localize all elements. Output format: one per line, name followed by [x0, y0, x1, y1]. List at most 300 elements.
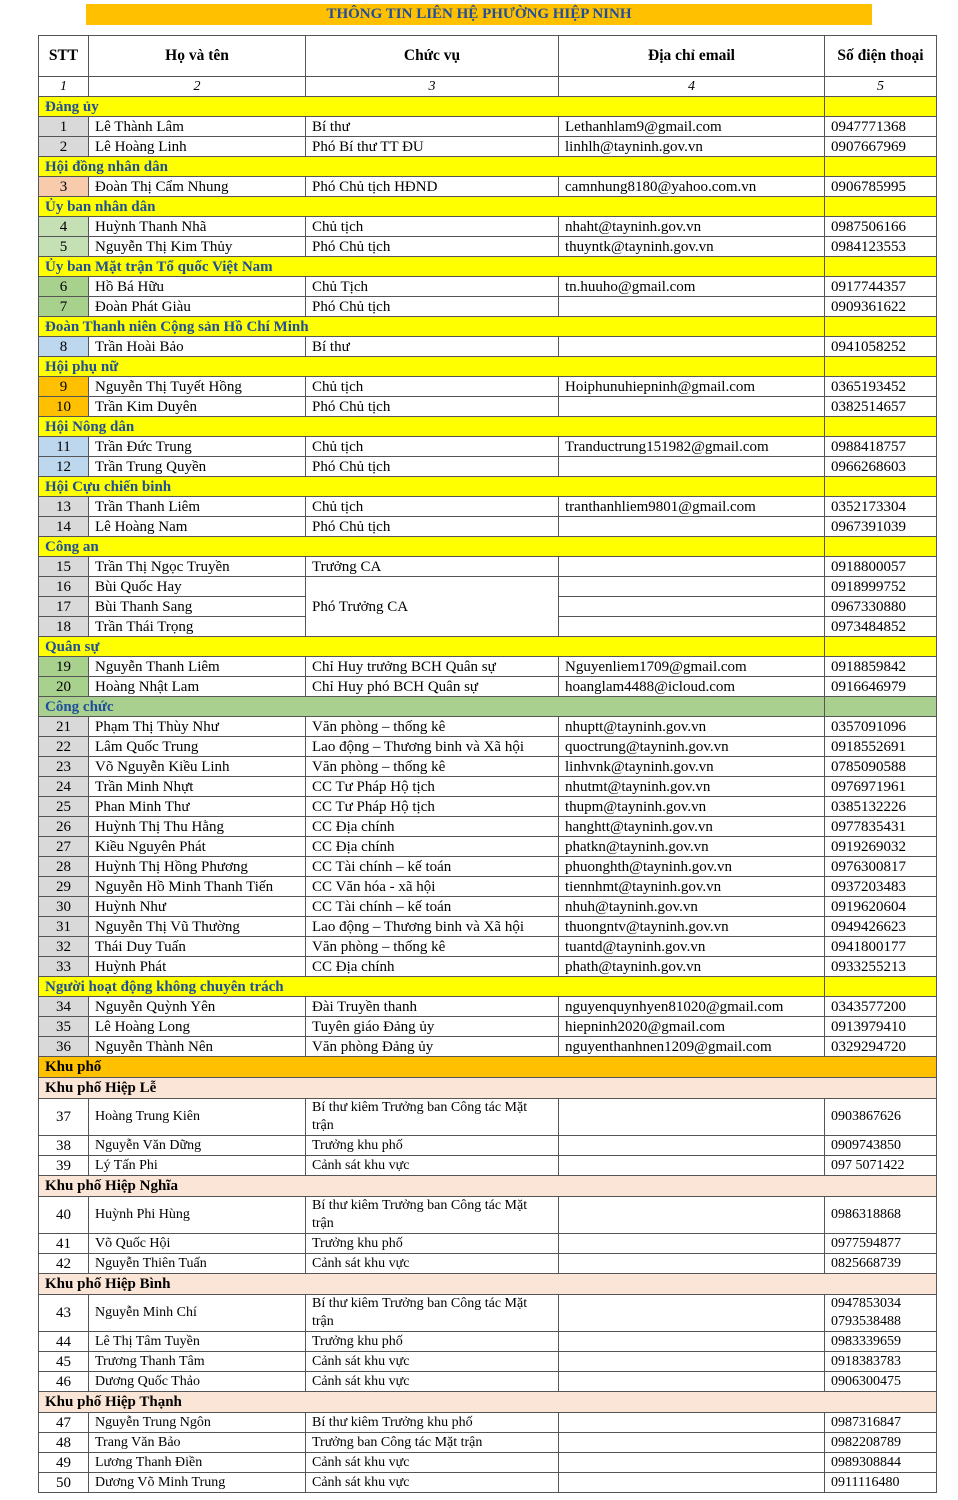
row-phone[interactable]: 0918999752 [825, 577, 937, 597]
table-row [39, 117, 937, 137]
table-row [39, 877, 937, 897]
row-stt: 11 [39, 437, 89, 457]
row-email[interactable]: thupm@tayninh.gov.vn [559, 797, 825, 817]
table-row [39, 297, 937, 317]
row-phone[interactable]: 0966268603 [825, 457, 937, 477]
row-name: Huỳnh Phát [89, 957, 306, 977]
row-stt: 25 [39, 797, 89, 817]
row-stt: 3 [39, 177, 89, 197]
table-row [39, 1372, 937, 1392]
section-spacer [825, 417, 937, 437]
row-name: Trần Đức Trung [89, 437, 306, 457]
khupho-name: Khu phố Hiệp Nghĩa [39, 1176, 937, 1197]
row-phone[interactable]: 0976300817 [825, 857, 937, 877]
section-header-row [39, 317, 937, 337]
row-stt: 1 [39, 117, 89, 137]
row-role: Trưởng ban Công tác Mặt trận [306, 1433, 559, 1453]
row-stt: 10 [39, 397, 89, 417]
row-stt: 29 [39, 877, 89, 897]
row-email[interactable]: tuantd@tayninh.gov.vn [559, 937, 825, 957]
row-name: Bùi Thanh Sang [89, 597, 306, 617]
phone-primary[interactable]: 0947853034 [831, 1296, 901, 1311]
row-phone[interactable]: 0357091096 [825, 717, 937, 737]
row-role: CC Tư Pháp Hộ tịch [306, 777, 559, 797]
header-email: Địa chỉ email [559, 36, 825, 77]
row-email[interactable]: Hoiphunuhiepninh@gmail.com [559, 377, 825, 397]
row-name: Huỳnh Thị Hồng Phương [89, 857, 306, 877]
section-header-row [39, 97, 937, 117]
row-phone[interactable]: 0937203483 [825, 877, 937, 897]
row-stt: 49 [39, 1453, 89, 1473]
table-row [39, 457, 937, 477]
row-stt: 31 [39, 917, 89, 937]
row-stt: 47 [39, 1413, 89, 1433]
khupho-name: Khu phố Hiệp Lễ [39, 1078, 937, 1099]
row-stt: 6 [39, 277, 89, 297]
row-phone[interactable]: 0983339659 [825, 1332, 937, 1352]
row-email[interactable] [559, 517, 825, 537]
row-phone[interactable]: 0785090588 [825, 757, 937, 777]
row-phone[interactable]: 0352173304 [825, 497, 937, 517]
khupho-name: Khu phố Hiệp Thạnh [39, 1392, 937, 1413]
row-email[interactable]: Nguyenliem1709@gmail.com [559, 657, 825, 677]
row-name: Huỳnh Thị Thu Hằng [89, 817, 306, 837]
row-stt: 38 [39, 1136, 89, 1156]
row-role: Cảnh sát khu vực [306, 1352, 559, 1372]
row-email[interactable]: phath@tayninh.gov.vn [559, 957, 825, 977]
row-email[interactable] [559, 1254, 825, 1274]
row-phone[interactable]: 0329294720 [825, 1037, 937, 1057]
row-stt: 40 [39, 1197, 89, 1234]
table-row [39, 1197, 937, 1234]
row-phone[interactable]: 0906300475 [825, 1372, 937, 1392]
row-name: Huỳnh Thanh Nhã [89, 217, 306, 237]
section-title: Hội phụ nữ [39, 357, 825, 377]
row-stt: 19 [39, 657, 89, 677]
section-spacer [825, 257, 937, 277]
table-row [39, 277, 937, 297]
table-row [39, 657, 937, 677]
row-stt: 50 [39, 1473, 89, 1493]
row-role: CC Tư Pháp Hộ tịch [306, 797, 559, 817]
row-role: Văn phòng – thống kê [306, 717, 559, 737]
row-name: Trần Thanh Liêm [89, 497, 306, 517]
section-spacer [825, 697, 937, 717]
khupho-title: Khu phố [39, 1057, 937, 1078]
row-role: Bí thư kiêm Trưởng ban Công tác Mặt trận [306, 1099, 559, 1136]
row-role: Phó Chủ tịch [306, 297, 559, 317]
row-stt: 16 [39, 577, 89, 597]
row-phone[interactable]: 0918552691 [825, 737, 937, 757]
row-email[interactable] [559, 1197, 825, 1234]
row-phone[interactable]: 0933255213 [825, 957, 937, 977]
contact-table [38, 35, 937, 1493]
row-name: Lâm Quốc Trung [89, 737, 306, 757]
row-email[interactable] [559, 1352, 825, 1372]
row-phone[interactable]: 0916646979 [825, 677, 937, 697]
phone-secondary[interactable]: 0793538488 [831, 1314, 901, 1329]
row-email[interactable]: tranthanhliem9801@gmail.com [559, 497, 825, 517]
section-title: Hội đồng nhân dân [39, 157, 825, 177]
table-row [39, 857, 937, 877]
row-email[interactable] [559, 297, 825, 317]
table-row [39, 737, 937, 757]
row-email[interactable] [559, 1372, 825, 1392]
row-stt: 12 [39, 457, 89, 477]
row-phone[interactable]: 0919620604 [825, 897, 937, 917]
row-stt: 30 [39, 897, 89, 917]
table-row [39, 777, 937, 797]
row-stt: 44 [39, 1332, 89, 1352]
row-phone[interactable]: 0825668739 [825, 1254, 937, 1274]
row-role: Bí thư [306, 337, 559, 357]
row-phone[interactable]: 0988418757 [825, 437, 937, 457]
row-stt: 35 [39, 1017, 89, 1037]
row-phone[interactable]: 0365193452 [825, 377, 937, 397]
row-role: Chủ Tịch [306, 277, 559, 297]
row-role: Tuyên giáo Đảng ủy [306, 1017, 559, 1037]
row-email[interactable]: thuyntk@tayninh.gov.vn [559, 237, 825, 257]
table-row [39, 677, 937, 697]
row-phone[interactable]: 0973484852 [825, 617, 937, 637]
khupho-subheader-row [39, 1392, 937, 1413]
row-name: Nguyễn Thiên Tuấn [89, 1254, 306, 1274]
section-title: Công chức [39, 697, 825, 717]
row-stt: 26 [39, 817, 89, 837]
row-name: Lê Hoàng Long [89, 1017, 306, 1037]
row-phone[interactable]: 0907667969 [825, 137, 937, 157]
row-role: Phó Chủ tịch [306, 397, 559, 417]
section-spacer [825, 977, 937, 997]
row-email[interactable]: quoctrung@tayninh.gov.vn [559, 737, 825, 757]
table-row [39, 997, 937, 1017]
table-row [39, 1099, 937, 1136]
column-number-row [39, 77, 937, 97]
table-row [39, 1156, 937, 1176]
row-role: Văn phòng – thống kê [306, 757, 559, 777]
row-phone[interactable]: 0382514657 [825, 397, 937, 417]
column-number: 1 [39, 77, 89, 97]
row-email[interactable]: nguyenquynhyen81020@gmail.com [559, 997, 825, 1017]
header-role: Chức vụ [306, 36, 559, 77]
row-role: Bí thư kiêm Trưởng ban Công tác Mặt trận [306, 1295, 559, 1332]
row-email[interactable]: hiepninh2020@gmail.com [559, 1017, 825, 1037]
header-name: Họ và tên [89, 36, 306, 77]
row-phone[interactable]: 0918859842 [825, 657, 937, 677]
row-name: Lê Hoàng Nam [89, 517, 306, 537]
row-stt: 2 [39, 137, 89, 157]
row-name: Trương Thanh Tâm [89, 1352, 306, 1372]
table-row [39, 377, 937, 397]
table-row [39, 337, 937, 357]
table-row [39, 1037, 937, 1057]
row-email[interactable]: nguyenthanhnen1209@gmail.com [559, 1037, 825, 1057]
row-email[interactable]: hoanglam4488@icloud.com [559, 677, 825, 697]
row-email[interactable] [559, 1433, 825, 1453]
row-email[interactable] [559, 1099, 825, 1136]
row-name: Nguyễn Minh Chí [89, 1295, 306, 1332]
row-email[interactable]: tn.huuho@gmail.com [559, 277, 825, 297]
row-role: Cảnh sát khu vực [306, 1372, 559, 1392]
row-name: Võ Quốc Hội [89, 1234, 306, 1254]
row-stt: 32 [39, 937, 89, 957]
row-phone[interactable] [825, 1295, 937, 1332]
row-phone[interactable]: 0977835431 [825, 817, 937, 837]
row-phone[interactable]: 0989308844 [825, 1453, 937, 1473]
row-email[interactable] [559, 617, 825, 637]
row-stt: 20 [39, 677, 89, 697]
row-stt: 39 [39, 1156, 89, 1176]
row-stt: 34 [39, 997, 89, 1017]
row-email[interactable] [559, 397, 825, 417]
row-email[interactable]: Lethanhlam9@gmail.com [559, 117, 825, 137]
table-row [39, 757, 937, 777]
row-phone[interactable]: 0967391039 [825, 517, 937, 537]
row-name: Lê Thành Lâm [89, 117, 306, 137]
row-name: Phan Minh Thư [89, 797, 306, 817]
row-email[interactable] [559, 337, 825, 357]
row-email[interactable]: thuongntv@tayninh.gov.vn [559, 917, 825, 937]
row-email[interactable]: linhlh@tayninh.gov.vn [559, 137, 825, 157]
table-row [39, 1473, 937, 1493]
row-role: Lao động – Thương binh và Xã hội [306, 737, 559, 757]
row-name: Trần Thị Ngọc Truyền [89, 557, 306, 577]
section-spacer [825, 157, 937, 177]
row-role: Văn phòng Đảng ủy [306, 1037, 559, 1057]
row-email[interactable]: hanghtt@tayninh.gov.vn [559, 817, 825, 837]
row-phone[interactable]: 0911116480 [825, 1473, 937, 1493]
header-stt: STT [39, 36, 89, 77]
row-email[interactable]: Tranductrung151982@gmail.com [559, 437, 825, 457]
row-phone[interactable]: 0967330880 [825, 597, 937, 617]
row-email[interactable] [559, 577, 825, 597]
row-email[interactable]: nhaht@tayninh.gov.vn [559, 217, 825, 237]
row-stt: 48 [39, 1433, 89, 1453]
row-phone[interactable]: 0977594877 [825, 1234, 937, 1254]
row-stt: 15 [39, 557, 89, 577]
table-row [39, 1254, 937, 1274]
row-email[interactable] [559, 1136, 825, 1156]
row-phone[interactable]: 0919269032 [825, 837, 937, 857]
table-row [39, 1295, 937, 1332]
row-name: Huỳnh Như [89, 897, 306, 917]
row-phone[interactable]: 0986318868 [825, 1197, 937, 1234]
row-role: Chỉ Huy trưởng BCH Quân sự [306, 657, 559, 677]
row-name: Nguyễn Thanh Liêm [89, 657, 306, 677]
row-role: Trưởng khu phố [306, 1234, 559, 1254]
table-row [39, 237, 937, 257]
row-email[interactable] [559, 557, 825, 577]
section-header-row [39, 537, 937, 557]
row-role: Lao động – Thương binh và Xã hội [306, 917, 559, 937]
row-name: Lê Hoàng Linh [89, 137, 306, 157]
table-row [39, 177, 937, 197]
khupho-subheader-row [39, 1274, 937, 1295]
row-email[interactable]: nhutmt@tayninh.gov.vn [559, 777, 825, 797]
row-phone[interactable]: 0987506166 [825, 217, 937, 237]
section-header-row [39, 257, 937, 277]
column-number: 3 [306, 77, 559, 97]
section-spacer [825, 537, 937, 557]
table-row [39, 1332, 937, 1352]
row-role: Trưởng CA [306, 557, 559, 577]
row-phone[interactable]: 0343577200 [825, 997, 937, 1017]
table-row [39, 437, 937, 457]
row-email[interactable]: tiennhmt@tayninh.gov.vn [559, 877, 825, 897]
row-name: Lý Tấn Phi [89, 1156, 306, 1176]
row-role: Cảnh sát khu vực [306, 1473, 559, 1493]
header-row [39, 36, 937, 77]
section-spacer [825, 97, 937, 117]
row-name: Trần Trung Quyền [89, 457, 306, 477]
table-row [39, 1234, 937, 1254]
row-phone[interactable]: 0941058252 [825, 337, 937, 357]
row-phone[interactable]: 0906785995 [825, 177, 937, 197]
section-spacer [825, 477, 937, 497]
row-name: Lê Thị Tâm Tuyền [89, 1332, 306, 1352]
row-role: Chủ tịch [306, 437, 559, 457]
section-header-row [39, 697, 937, 717]
row-stt: 45 [39, 1352, 89, 1372]
row-phone[interactable]: 0949426623 [825, 917, 937, 937]
row-phone[interactable]: 0913979410 [825, 1017, 937, 1037]
row-stt: 7 [39, 297, 89, 317]
row-name: Trang Văn Bảo [89, 1433, 306, 1453]
table-row [39, 957, 937, 977]
table-row [39, 717, 937, 737]
row-stt: 21 [39, 717, 89, 737]
khupho-header-row [39, 1057, 937, 1078]
section-header-row [39, 417, 937, 437]
row-stt: 33 [39, 957, 89, 977]
row-name: Dương Quốc Thảo [89, 1372, 306, 1392]
table-row [39, 837, 937, 857]
row-stt: 42 [39, 1254, 89, 1274]
row-email[interactable] [559, 1156, 825, 1176]
row-role: Cảnh sát khu vực [306, 1254, 559, 1274]
table-row [39, 1017, 937, 1037]
row-email[interactable] [559, 1453, 825, 1473]
section-spacer [825, 317, 937, 337]
section-header-row [39, 357, 937, 377]
row-role: CC Địa chính [306, 957, 559, 977]
row-email[interactable] [559, 597, 825, 617]
row-email[interactable]: camnhung8180@yahoo.com.vn [559, 177, 825, 197]
row-stt: 4 [39, 217, 89, 237]
row-name: Phạm Thị Thùy Như [89, 717, 306, 737]
row-stt: 28 [39, 857, 89, 877]
row-name: Nguyễn Quỳnh Yên [89, 997, 306, 1017]
row-email[interactable]: linhvnk@tayninh.gov.vn [559, 757, 825, 777]
row-role: Phó Bí thư TT ĐU [306, 137, 559, 157]
row-stt: 27 [39, 837, 89, 857]
row-name: Đoàn Phát Giàu [89, 297, 306, 317]
row-role: Phó Chủ tịch [306, 237, 559, 257]
row-email[interactable] [559, 1332, 825, 1352]
row-name: Đoàn Thị Cẩm Nhung [89, 177, 306, 197]
table-row [39, 917, 937, 937]
row-role: Cảnh sát khu vực [306, 1453, 559, 1473]
row-role: Cảnh sát khu vực [306, 1156, 559, 1176]
row-phone[interactable]: 0976971961 [825, 777, 937, 797]
row-email[interactable] [559, 1473, 825, 1493]
row-phone[interactable]: 0982208789 [825, 1433, 937, 1453]
row-phone[interactable]: 0909743850 [825, 1136, 937, 1156]
row-role: Văn phòng – thống kê [306, 937, 559, 957]
row-role: CC Văn hóa - xã hội [306, 877, 559, 897]
table-row [39, 1413, 937, 1433]
row-email[interactable]: phuonghth@tayninh.gov.vn [559, 857, 825, 877]
row-stt: 13 [39, 497, 89, 517]
row-role: Chủ tịch [306, 497, 559, 517]
row-name: Nguyễn Thị Vũ Thường [89, 917, 306, 937]
row-phone[interactable]: 0385132226 [825, 797, 937, 817]
section-header-row [39, 197, 937, 217]
row-phone[interactable]: 0903867626 [825, 1099, 937, 1136]
row-phone[interactable]: 0984123553 [825, 237, 937, 257]
row-phone[interactable]: 0987316847 [825, 1413, 937, 1433]
row-name: Nguyễn Thị Tuyết Hồng [89, 377, 306, 397]
table-row [39, 1453, 937, 1473]
row-role: Phó Trưởng CA [306, 577, 559, 637]
table-row [39, 217, 937, 237]
table-row [39, 577, 937, 597]
row-email[interactable] [559, 1413, 825, 1433]
row-stt: 23 [39, 757, 89, 777]
khupho-subheader-row [39, 1078, 937, 1099]
row-stt: 41 [39, 1234, 89, 1254]
row-phone[interactable]: 097 5071422 [825, 1156, 937, 1176]
row-role: Bí thư kiêm Trưởng ban Công tác Mặt trận [306, 1197, 559, 1234]
row-email[interactable] [559, 1234, 825, 1254]
row-name: Hoàng Trung Kiên [89, 1099, 306, 1136]
table-row [39, 1136, 937, 1156]
khupho-subheader-row [39, 1176, 937, 1197]
table-row [39, 497, 937, 517]
section-title: Hội Cựu chiến binh [39, 477, 825, 497]
row-phone[interactable]: 0918383783 [825, 1352, 937, 1372]
table-row [39, 137, 937, 157]
column-number: 4 [559, 77, 825, 97]
row-phone[interactable]: 0918800057 [825, 557, 937, 577]
row-email[interactable] [559, 457, 825, 477]
row-phone[interactable]: 0941800177 [825, 937, 937, 957]
section-title: Đoàn Thanh niên Cộng sản Hồ Chí Minh [39, 317, 825, 337]
row-phone[interactable]: 0917744357 [825, 277, 937, 297]
section-header-row [39, 637, 937, 657]
row-role: Trưởng khu phố [306, 1136, 559, 1156]
section-spacer [825, 637, 937, 657]
section-header-row [39, 477, 937, 497]
row-email[interactable]: nhuptt@tayninh.gov.vn [559, 717, 825, 737]
row-email[interactable]: nhuh@tayninh.gov.vn [559, 897, 825, 917]
row-email[interactable] [559, 1295, 825, 1332]
table-row [39, 1352, 937, 1372]
table-row [39, 517, 937, 537]
section-title: Ủy ban nhân dân [39, 197, 825, 217]
row-role: Chỉ Huy phó BCH Quân sự [306, 677, 559, 697]
row-phone[interactable]: 0947771368 [825, 117, 937, 137]
row-name: Hồ Bá Hữu [89, 277, 306, 297]
row-phone[interactable]: 0909361622 [825, 297, 937, 317]
row-stt: 17 [39, 597, 89, 617]
row-role: Phó Chủ tịch [306, 457, 559, 477]
row-stt: 37 [39, 1099, 89, 1136]
column-number: 5 [825, 77, 937, 97]
row-email[interactable]: phatkn@tayninh.gov.vn [559, 837, 825, 857]
page-title: THÔNG TIN LIÊN HỆ PHƯỜNG HIỆP NINH [86, 4, 872, 25]
row-name: Huỳnh Phi Hùng [89, 1197, 306, 1234]
